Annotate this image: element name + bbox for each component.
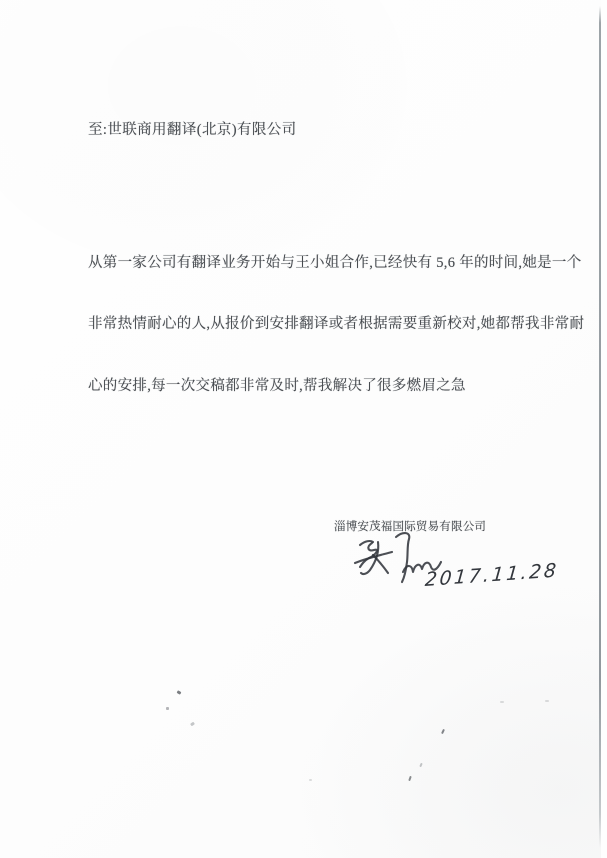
handwritten-date: 2017.11.28 <box>424 559 560 591</box>
dust-speck <box>166 707 169 710</box>
scan-edge-artifact <box>599 6 601 848</box>
dust-speck <box>408 776 412 781</box>
scan-margin <box>601 0 607 858</box>
dust-speck <box>309 779 312 781</box>
body-line: 非常热情耐心的人,从报价到安排翻译或者根据需要重新校对,她都帮我非常耐 <box>88 316 585 332</box>
dust-speck <box>441 729 445 734</box>
dust-speck <box>419 763 423 767</box>
body-line: 从第一家公司有翻译业务开始与王小姐合作,已经快有 5,6 年的时间,她是一个 <box>88 255 582 271</box>
dust-speck <box>190 722 195 727</box>
dust-speck <box>500 701 504 703</box>
signature-company-name: 淄博安茂福国际贸易有限公司 <box>334 521 487 533</box>
dust-speck <box>545 700 549 702</box>
recipient-line: 至:世联商用翻译(北京)有限公司 <box>88 122 297 138</box>
dust-speck <box>177 690 182 695</box>
body-line: 心的安排,每一次交稿都非常及时,帮我解决了很多燃眉之急 <box>88 378 466 394</box>
